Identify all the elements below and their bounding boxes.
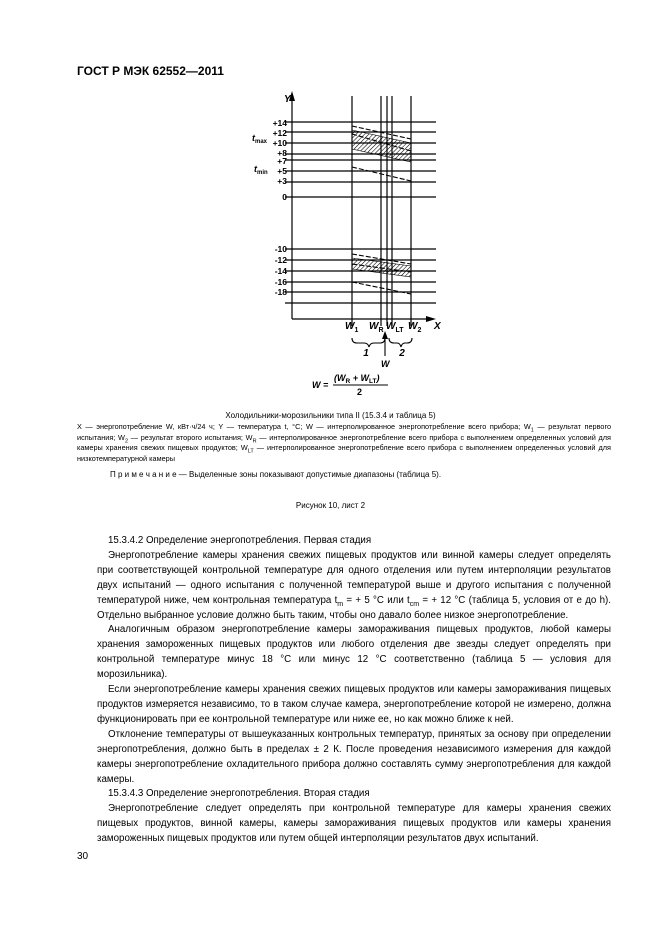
y-tick-label: -16 bbox=[274, 277, 287, 287]
paragraph: Аналогичным образом энергопотребление камеры замораживания пищевых продуктов, любой камеры хранения замороженных пищевых продуктов или любого отделения две звезды следует определять при контрольной температуре минус 18 °С или минус 12 °С соответственно (таблица 5 — условия для морозильника). bbox=[97, 624, 611, 681]
paragraph: Если энергопотребление камеры хранения свежих пищевых продуктов или камеры замораживания пищевых продуктов измеряется независимо, то в таком случае камера, энергопотребление которой не измерено, должна функционировать при ее контрольной температуре или ниже ее, но как можно ближе к ней. bbox=[97, 684, 611, 725]
section-heading: 15.3.4.2 Определение энергопотребления. Первая стадия bbox=[108, 535, 372, 546]
y-tick-label: -18 bbox=[274, 287, 287, 297]
x-axis-label: X bbox=[434, 321, 441, 332]
x-tick-w2: $W_2$ bbox=[408, 321, 422, 334]
figure-number: Рисунок 10, лист 2 bbox=[295, 501, 366, 510]
y-tick-label: -10 bbox=[274, 244, 287, 254]
paragraph: Энергопотребление камеры хранения свежих пищевых продуктов или винной камеры следует определять при соответствующей контрольной температуре для одного отделения или путем интерполяции результатов двух испытаний — одного испытания с полученной температурой выше и другого испытания с полученной температурой ниже, чем контрольная температура $t_m$ = + 5 °С или $t_{cm}$ = + 12 °С (таблица 5, условия от e до h). Отдельно выбранное условие должно быть таким, чтобы оно давало более низкое энергопотребление. bbox=[97, 549, 611, 621]
paragraph: Энергопотребление следует определять при контрольной температуре для камеры хранения свежих пищевых продуктов, винной камеры, камеры замораживания пищевых продуктов или камеры хранения замороженных пищевых продуктов или путем общей интерполяции результатов двух испытаний. bbox=[97, 803, 611, 845]
w-arrow-label: W bbox=[381, 359, 390, 369]
brace-label-1: 1 bbox=[363, 348, 369, 359]
body-text bbox=[97, 534, 611, 847]
y-tick-label: +12 bbox=[272, 128, 287, 138]
y-tick-label: 0 bbox=[282, 192, 287, 202]
formula-denominator: 2 bbox=[357, 387, 363, 397]
brace-right bbox=[389, 338, 412, 347]
paragraph: Отклонение температуры от вышеуказанных контрольных температур, принятых за основу при определении энергопотребления, должно быть в пределах ± 2 К. После проведения независимого измерения для каждой камеры энергопотребление охладительного прибора должно составлять сумму энергопотребления для каждой камеры. bbox=[97, 728, 611, 785]
brace-left bbox=[352, 338, 385, 347]
x-tick-w1: $W_1$ bbox=[345, 321, 359, 334]
y-tick-label: +7 bbox=[277, 156, 287, 166]
formula-numerator: $(W_R + W_{LT})$ bbox=[334, 373, 380, 385]
y-tick-label: +3 bbox=[277, 176, 287, 186]
y-axis-label: Y bbox=[284, 94, 291, 105]
x-tick-wr: $W_R$ bbox=[369, 321, 384, 334]
formula-lhs: W = bbox=[312, 380, 329, 390]
y-tick-label: -14 bbox=[274, 266, 287, 276]
x-tick-wlt: $W_{LT}$ bbox=[386, 321, 404, 334]
brace-label-2: 2 bbox=[399, 348, 405, 359]
y-tick-label: +14 bbox=[272, 118, 287, 128]
figure-caption-title: Холодильники-морозильники типа II (15.3.4 и таблица 5) bbox=[225, 411, 436, 420]
y-tick-label: +10 bbox=[272, 138, 287, 148]
lower-gridlines bbox=[285, 249, 436, 303]
figure-note: П р и м е ч а н и е — Выделенные зоны показывают допустимые диапазоны (таблица 5). bbox=[110, 470, 442, 479]
formula bbox=[312, 373, 388, 397]
page-number: 30 bbox=[77, 851, 89, 862]
document-header: ГОСТ Р МЭК 62552—2011 bbox=[77, 64, 224, 78]
section-heading: 15.3.4.3 Определение энергопотребления. Вторая стадия bbox=[108, 788, 370, 800]
t-max-label: $t_{max}$ bbox=[252, 133, 268, 145]
y-tick-label: -12 bbox=[274, 255, 287, 265]
energy-interpolation-figure bbox=[230, 86, 460, 404]
y-tick-label: +5 bbox=[277, 166, 287, 176]
y-tick-label: +8 bbox=[277, 148, 287, 158]
t-min-label: $t_{min}$ bbox=[254, 164, 268, 176]
figure-legend: X — энергопотребление W, кВт·ч/24 ч; Y — температура t, °С; W — интерполированное энергопотребление всего прибора; $W_1$ — результат первого испытания; $W_2$ — результат второго испытания; $W_R$ — интерполированное энергопотребление всего прибора с выполнением определенных условий для камеры хранения свежих пищевых продуктов; $W_{LT}$ — интерполированное энергопотребление всего прибора с выполнением определенных условий для низкотемпературной камеры bbox=[77, 422, 612, 463]
